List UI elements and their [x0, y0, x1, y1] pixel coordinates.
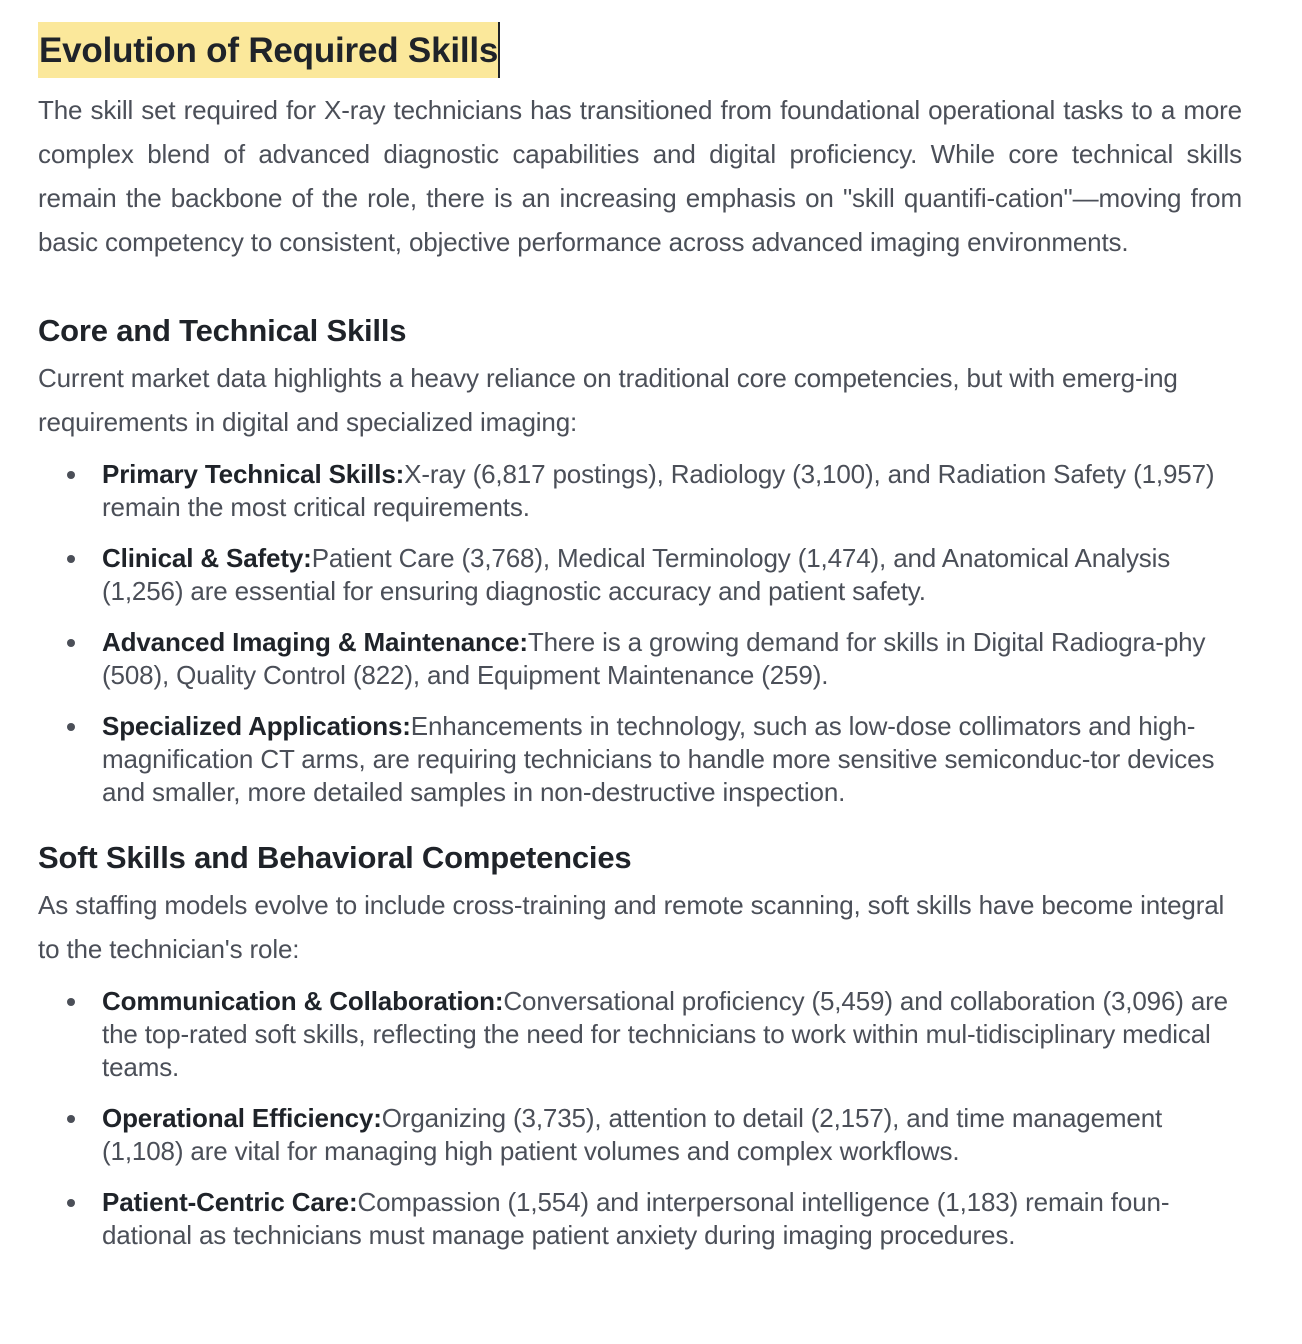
list-item — [102, 985, 1242, 1084]
list-item-label: Clinical & Safety: — [102, 543, 312, 573]
bullet-icon — [67, 1115, 75, 1123]
section-intro-core-technical: Current market data highlights a heavy reliance on traditional core competencies, but with emerg-ing requirements in digital and specialized imaging: — [38, 363, 1178, 437]
soft-skills-list — [38, 985, 1242, 1252]
bullet-icon — [67, 471, 75, 479]
bullet-icon — [67, 1199, 75, 1207]
list-item-text: There is a growing demand for skills in Digital Radiogra-phy (508), Quality Control (822), and Equipment Maintenance (259). — [102, 627, 1206, 690]
section-heading-core-technical: Core and Technical Skills — [38, 313, 407, 348]
section-intro-soft-skills: As staffing models evolve to include cross-training and remote scanning, soft skills have become integral to the technician's role: — [38, 890, 1225, 964]
list-item-text: X-ray (6,817 postings), Radiology (3,100), and Radiation Safety (1,957) remain the most critical requirements. — [102, 459, 1215, 522]
list-item-text: Organizing (3,735), attention to detail (2,157), and time management (1,108) are vital for managing high patient volumes and complex workflows. — [102, 1103, 1163, 1166]
list-item — [102, 710, 1242, 809]
bullet-icon — [67, 639, 75, 647]
list-item-text: Conversational proficiency (5,459) and collaboration (3,096) are the top-rated soft skills, reflecting the need for technicians to work within mul-tidisciplinary medical teams. — [102, 986, 1228, 1082]
list-item — [102, 1186, 1242, 1252]
bullet-icon — [67, 723, 75, 731]
list-item — [102, 626, 1242, 692]
list-item-label: Operational Efficiency: — [102, 1103, 382, 1133]
list-item — [102, 458, 1242, 524]
list-item-text: Enhancements in technology, such as low-dose collimators and high-magnification CT arms, are requiring technicians to handle more sensitive semiconduc-tor devices and smaller, more detailed samples in non-destructive inspection. — [102, 711, 1215, 807]
bullet-icon — [67, 998, 75, 1006]
list-item-label: Communication & Collaboration: — [102, 986, 504, 1016]
list-item-label: Advanced Imaging & Maintenance: — [102, 627, 528, 657]
document-title[interactable]: Evolution of Required Skills — [38, 22, 500, 78]
title-wrap — [38, 22, 1242, 78]
list-item-text: Patient Care (3,768), Medical Terminology (1,474), and Anatomical Analysis (1,256) are essential for ensuring diagnostic accuracy and patient safety. — [102, 543, 1171, 606]
list-item-text: Compassion (1,554) and interpersonal intelligence (1,183) remain foun-dational as technicians must manage patient anxiety during imaging procedures. — [102, 1187, 1170, 1250]
list-item-label: Primary Technical Skills: — [102, 459, 405, 489]
list-item — [102, 1102, 1242, 1168]
core-technical-list — [38, 458, 1242, 809]
section-heading-soft-skills: Soft Skills and Behavioral Competencies — [38, 840, 632, 875]
document-intro: The skill set required for X-ray technicians has transitioned from foundational operational tasks to a more complex blend of advanced diagnostic capabilities and digital proficiency. While core technical skills remain the backbone of the role, there is an increasing emphasis on "skill quantifi-cation"—moving from basic competency to consistent, objective performance across advanced imaging environments. — [38, 95, 1242, 257]
list-item — [102, 542, 1242, 608]
list-item-label: Patient-Centric Care: — [102, 1187, 358, 1217]
list-item-label: Specialized Applications: — [102, 711, 411, 741]
bullet-icon — [67, 555, 75, 563]
